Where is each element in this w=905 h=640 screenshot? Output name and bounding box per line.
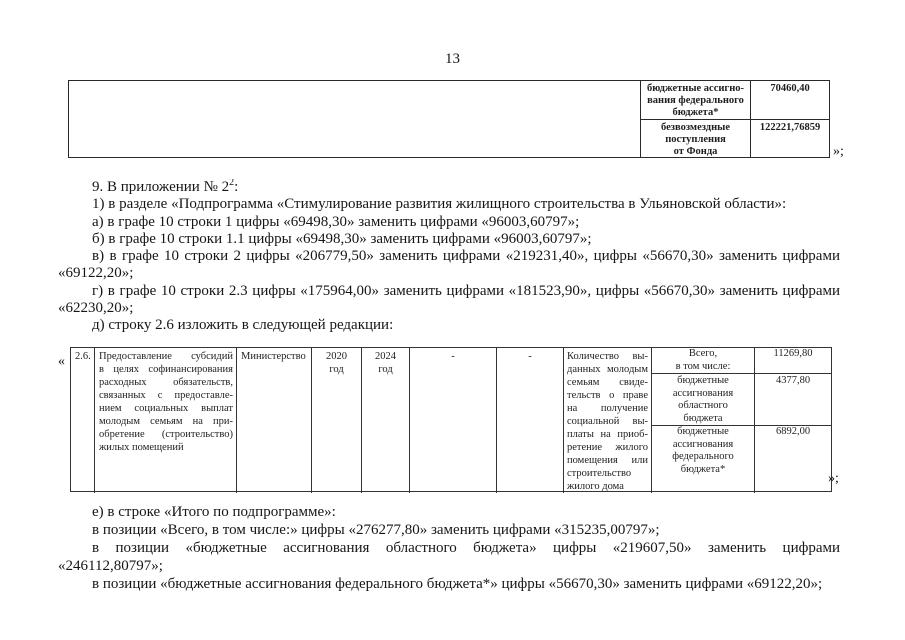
subitem-1: 1) в разделе «Подпрограмма «Стимулирование развития жилищного строительства в Ульяновской области»: [92, 196, 787, 213]
subitem-g-line-2: «62230,20»; [58, 299, 134, 316]
item-9-block [58, 179, 840, 334]
heading-suffix: : [234, 179, 239, 195]
cell-text-line: Всего, [688, 348, 718, 359]
cell-text-line: бюджета* [672, 107, 719, 118]
position-federal: в позиции «бюджетные ассигнования федерального бюджета*» цифры «56670,30» заменить цифрами «69122,20»; [92, 576, 823, 592]
subitem-v-line-2: «69122,20»; [58, 265, 134, 282]
cell-fund-receipts-label [640, 119, 750, 157]
cell-text-line: связанных с предоставле- [99, 390, 233, 401]
heading-text: 9. В приложении № 2 [92, 179, 230, 195]
item-9-heading [58, 179, 840, 196]
cell-text-line: в целях софинансирования [99, 364, 233, 375]
cell-text-line: от Фонда [673, 146, 718, 157]
cell-text-line: поступления [665, 134, 726, 145]
cell-text-line: ассигнования [672, 387, 734, 399]
opening-quote: « [58, 354, 65, 369]
cell-federal-budget-label [640, 81, 750, 119]
position-total: в позиции «Всего, в том числе:» цифры «276277,80» заменить цифрами «315235,00797»; [92, 522, 660, 538]
cell-text-line: жилых помещений [99, 442, 184, 453]
cell-text-line: социальной вы- [567, 416, 648, 427]
heading-superscript: 2 [229, 179, 235, 188]
position-regional-line-2: «246112,80797»; [58, 558, 163, 574]
cell-row-number: 2.6. [75, 351, 91, 362]
funding-federal-value: 6892,00 [754, 425, 831, 493]
cell-funding-breakdown [651, 348, 831, 493]
cell-text-line: расходных обязательств, [99, 377, 233, 388]
cell-text-line: бюджетные [677, 375, 729, 386]
subitem-b: б) в графе 10 строки 1.1 цифры «69498,30» заменить цифрами «96003,60797»; [92, 230, 592, 247]
cell-text-line: 2024 [375, 351, 396, 362]
cell-text-line: помещения или [567, 455, 648, 466]
row-2-6-table [70, 347, 832, 492]
position-regional-line-1: в позиции «бюджетные ассигнования областного бюджета» цифры «219607,50» заменить цифрами [92, 540, 840, 556]
cell-federal-budget-value: 70460,40 [750, 81, 829, 119]
cell-text-line: платы на приоб- [567, 429, 648, 440]
cell-text-line: год [329, 364, 344, 375]
page-number: 13 [445, 51, 460, 67]
cell-column-7: - [496, 348, 563, 493]
closing-quote: »; [828, 471, 839, 486]
cell-text-line: бюджетные ассигно- [647, 83, 744, 94]
cell-executor: Министерство [236, 348, 311, 493]
cell-text-line: год [378, 364, 393, 375]
cell-text-line: семьям свиде- [567, 377, 648, 388]
funding-regional-label [652, 373, 754, 425]
cell-text-line: Количество вы- [567, 351, 648, 362]
funding-total-value: 11269,80 [754, 348, 831, 373]
cell-text-line: молодым семьям на при- [99, 416, 233, 427]
funding-federal-label [652, 425, 754, 493]
cell-text-line: данных молодым [567, 364, 648, 375]
cell-text-line: Предоставление субсидий [99, 351, 233, 362]
cell-text-line: в том числе: [675, 360, 731, 372]
cell-text-line: нием социальных выплат [99, 403, 233, 414]
cell-text-line: обретение (строительство) [99, 429, 233, 440]
subitem-a: а) в графе 10 строки 1 цифры «69498,30» заменить цифрами «96003,60797»; [92, 213, 580, 230]
cell-text-line: ретение жилого [567, 442, 648, 453]
cell-text-line: областного [678, 400, 728, 411]
cell-column-6: - [409, 348, 496, 493]
funding-total-label [652, 348, 754, 373]
cell-text-line: безвозмездные [661, 122, 730, 133]
budget-table-fragment [68, 80, 830, 158]
cell-text-line: бюджета* [680, 463, 726, 475]
cell-text-line: жилого дома [567, 481, 624, 492]
cell-text-line: бюджета [683, 412, 723, 424]
cell-end-year [361, 348, 409, 493]
cell-fund-receipts-value: 122221,76859 [750, 119, 829, 157]
subitem-e: е) в строке «Итого по подпрограмме»: [92, 504, 336, 520]
cell-target-indicator [563, 348, 651, 493]
cell-text-line: строительство [567, 468, 632, 479]
cell-text-line: 2020 [326, 351, 347, 362]
funding-regional-value: 4377,80 [754, 373, 831, 425]
cell-text-line: ассигнования [672, 438, 734, 450]
subitem-v-line-1: в) в графе 10 строки 2 цифры «206779,50» заменить цифрами «219231,40», цифры «56670,30» заменить цифрами [92, 248, 840, 264]
cell-text-line: бюджетные [677, 426, 729, 437]
cell-text-line: на получение [567, 403, 648, 414]
cell-text-line: тельств о праве [567, 390, 648, 401]
item-e-block [58, 503, 840, 593]
cell-measure-description [94, 348, 236, 493]
cell-text-line: вания федерального [647, 95, 744, 106]
closing-quote: »; [833, 144, 844, 159]
cell-text-line: федерального [672, 451, 734, 462]
subitem-g-line-1: г) в графе 10 строки 2.3 цифры «175964,00» заменить цифрами «181523,90», цифры «56670,30» заменить цифрами [92, 282, 840, 299]
cell-start-year [311, 348, 361, 493]
table-empty-area [69, 81, 640, 157]
subitem-d: д) строку 2.6 изложить в следующей редакции: [92, 317, 394, 333]
